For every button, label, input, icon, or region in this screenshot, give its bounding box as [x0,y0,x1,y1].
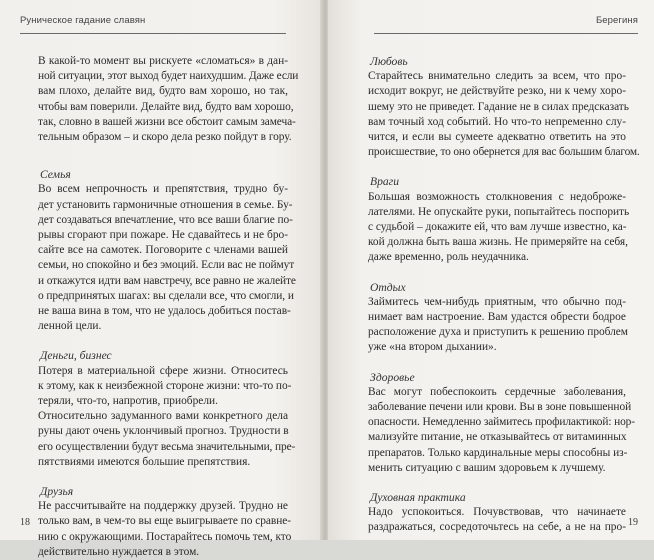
text-line: рывы сгорают при пожаре. Не сдавайтесь и не бро- [38,229,288,242]
section-money-business [38,348,296,470]
section-spiritual-practice [368,490,626,536]
left-page-number: 18 [20,517,30,528]
text-line: семьи, но спокойно и без эмоций. Если вас не поймут [38,259,295,272]
text-line: шему это не приведет. Гадание не в силах предсказать [368,100,629,113]
section-heading: Любовь [370,55,408,68]
section-paragraph [368,190,630,266]
text-line: Вас могут побеспокоить сердечные заболевания, [368,385,626,398]
section-enemies [368,174,630,265]
text-line: чится, и если вы сумеете адекватно ответить на это [368,131,626,144]
text-line: дет создаваться впечатление, что все ваши благие по- [38,213,293,226]
text-line: теряли, что-то, напротив, приобрели. [38,395,218,408]
text-line: раздражаться, сосредоточьтесь на себе, а не на про- [368,521,626,534]
text-line: тельным образом – и скоро дела резко пойдут в гору. [38,131,292,144]
text-line: мализуйте питание, не отказывайтесь от витаминных [368,431,627,444]
section-heading: Здоровье [370,370,415,384]
section-paragraph [368,69,640,160]
text-line: ной ситуации, этот выход будет наихудшим. Даже если [38,70,299,83]
text-line: препаратов. Только кардинальные меры способны из- [368,446,628,459]
section-love [368,54,640,160]
section-health [368,370,635,476]
text-line: происшествие, то оно обернется для вас большим благом. [368,146,640,159]
section-heading: Семья [40,168,71,182]
section-heading: Духовная практика [370,491,466,505]
text-line: нимает вам настроение. Вам удастся обрести бодрое [368,311,626,324]
text-line: опасности. Немедленно займитесь профилактикой: нор- [368,416,635,429]
text-line: Не рассчитывайте на поддержку друзей. Трудно не [38,500,288,513]
text-line: только вам, в чем-то вы еще выигрываете по сравне- [38,515,292,528]
left-running-head: Руническое гадание славян [20,15,146,26]
left-header-rule [20,33,286,34]
section-paragraph [368,505,626,535]
text-line: дет установить гармоничные отношения в семье. Бу- [38,198,293,211]
text-line: уже «на втором дыхании». [368,341,497,354]
text-line: о предпринятых шагах: вы сделали все, что смогли, и [38,289,294,302]
text-line: кой должна быть ваша жизнь. Не примеряйте на себя, [368,236,628,249]
text-line: руны дают очень уклончивый прогноз. Трудности в [38,425,289,438]
text-line: с судьбой – докажите ей, что вам лучше известно, ка- [368,221,627,234]
text-line: ленной цели. [38,320,102,333]
section-paragraph [38,364,292,410]
text-line: Старайтесь внимательно следить за всем, что про- [368,70,626,83]
section-family [38,167,296,334]
text-line: Во всем непрочность и препятствия, трудно бу- [38,183,288,196]
text-line: не ваша вина в том, что не удалось добиться постав- [38,305,291,318]
text-line: Займитесь чем-нибудь приятным, что обычно под- [368,295,626,308]
text-line: менить ситуацию с вашим здоровьем к лучшему. [368,461,606,474]
text-line: вам точный ход событий. Но что-то непременно слу- [368,115,626,128]
text-line: Относительно задуманного вами конкретного дела [38,410,288,423]
text-line: чтобы вам поверили. Делайте вид, будто вам хорошо, [38,100,294,113]
section-paragraph [368,385,635,476]
text-line: сайте все на самотек. Поговорите с членами вашей [38,244,288,257]
section-paragraph [38,499,292,560]
text-line: пятствиями имеются большие препятствия. [38,455,251,468]
text-line: исходит вокруг, не действуйте резко, ни к чему хоро- [368,85,626,98]
text-line: действительно нуждается в этом. [38,545,200,558]
section-heading: Отдых [370,280,406,294]
section-paragraph [38,409,296,470]
text-line: Потеря в материальной сфере жизни. Относитесь [38,364,288,377]
section-paragraph [38,182,296,334]
section-paragraph [368,295,626,356]
right-header-rule [374,33,638,34]
text-line: и откажутся идти вам навстречу, все равно не жалейте [38,274,296,287]
section-friends [38,484,292,560]
text-line: нию с окружающими. Постарайтесь помочь тем, кто [38,530,292,543]
left-page [0,0,322,558]
text-line: заболевание печени или крови. Вы в зоне повышенной [368,401,632,414]
text-line: расположение духа и приступить к решению проблем [368,326,628,339]
section-rest [368,280,626,356]
right-page [328,0,654,540]
intro-paragraph [38,54,299,145]
text-line: к этому, как к неизбежной стороне жизни: что-то по- [38,379,292,392]
section-heading: Деньги, бизнес [40,349,112,363]
text-line: В какой-то момент вы рискуете «сломаться» в дан- [38,55,288,67]
text-line: вам плохо, делайте вид, будто вам хорошо, но так, [38,85,288,98]
text-line: лателями. Не опускайте руки, попытайтесь поспорить [368,205,630,218]
text-line: Большая возможность столкновения с недоброже- [368,190,626,203]
right-running-head: Берегиня [595,15,638,26]
text-line: Надо успокоиться. Почувствовав, что начинаете [368,506,626,519]
text-line: его осуществлении будут весьма значительными, пре- [38,440,296,453]
right-page-number: 19 [628,517,638,528]
text-line: даже временно, роль неудачника. [368,251,529,264]
left-page-body [38,54,299,560]
section-heading: Враги [370,175,399,189]
text-line: так, словно в вашей жизни все обстоит самым замеча- [38,115,296,128]
section-heading: Друзья [40,485,74,499]
